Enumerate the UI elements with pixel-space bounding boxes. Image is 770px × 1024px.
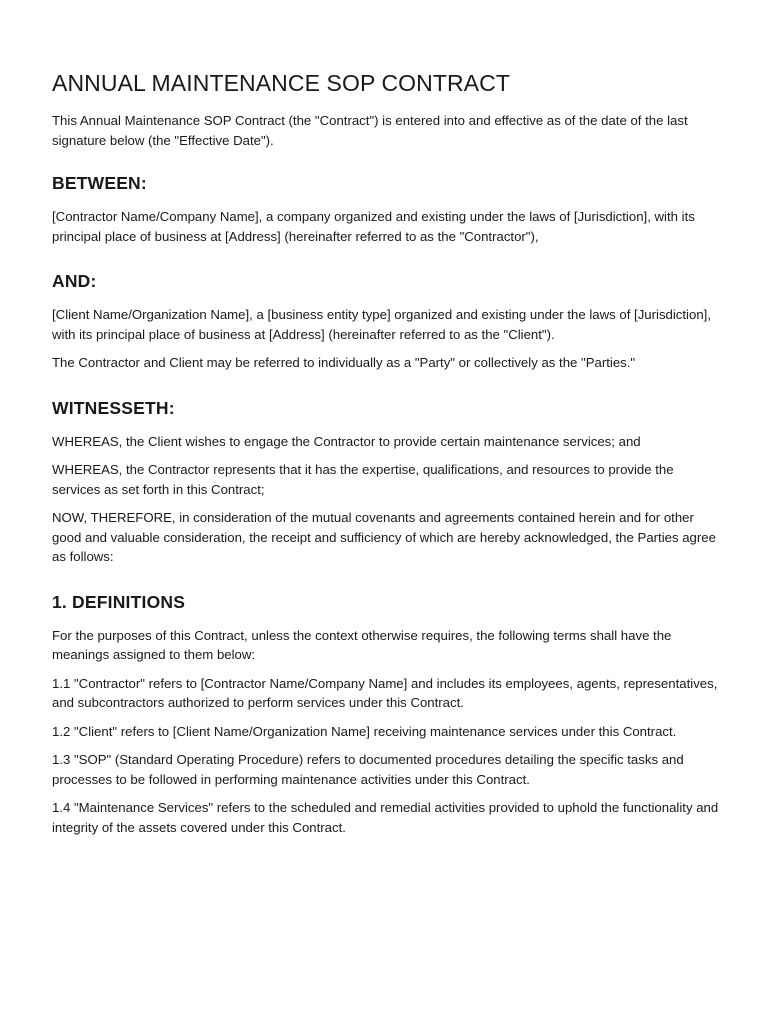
now-therefore-paragraph: NOW, THEREFORE, in consideration of the mutual covenants and agreements contained herein and for other good and valuable consideration, the receipt and sufficiency of which are hereby acknowledged, the Parties agree as follows: bbox=[52, 510, 716, 564]
definitions-intro: For the purposes of this Contract, unless the context otherwise requires, the following terms shall have the meanings assigned to them below: bbox=[52, 627, 672, 662]
definition-item: 1.2 "Client" refers to [Client Name/Organization Name] receiving maintenance services under this Contract. bbox=[52, 723, 677, 739]
document-page bbox=[52, 70, 720, 837]
and-paragraph: [Client Name/Organization Name], a [business entity type] organized and existing under the laws of [Jurisdiction], with its principal place of business at [Address] (hereinafter referred to as the "Client"). bbox=[52, 307, 711, 342]
between-paragraph: [Contractor Name/Company Name], a company organized and existing under the laws of [Jurisdiction], with its principal place of business at [Address] (hereinafter referred to as the "Contractor"), bbox=[52, 209, 695, 244]
definitions-heading: 1. DEFINITIONS bbox=[52, 591, 186, 612]
definition-item: 1.3 "SOP" (Standard Operating Procedure) refers to documented procedures detailing the specific tasks and processes to be followed in performing maintenance activities under this Contract. bbox=[52, 752, 684, 787]
parties-paragraph: The Contractor and Client may be referred to individually as a "Party" or collectively as the "Parties." bbox=[52, 355, 636, 370]
whereas-paragraph-1: WHEREAS, the Client wishes to engage the Contractor to provide certain maintenance services; and bbox=[52, 433, 641, 449]
and-heading: AND: bbox=[52, 271, 97, 291]
whereas-paragraph-2: WHEREAS, the Contractor represents that it has the expertise, qualifications, and resources to provide the services as set forth in this Contract; bbox=[52, 462, 674, 497]
between-heading: BETWEEN: bbox=[52, 173, 147, 193]
witnesseth-heading: WITNESSETH: bbox=[52, 397, 175, 418]
definition-item: 1.4 "Maintenance Services" refers to the scheduled and remedial activities provided to uphold the functionality and integrity of the assets covered under this Contract. bbox=[52, 800, 719, 835]
document-title: ANNUAL MAINTENANCE SOP CONTRACT bbox=[52, 70, 511, 96]
definition-item: 1.1 "Contractor" refers to [Contractor Name/Company Name] and includes its employees, agents, representatives, and subcontractors authorized to perform services under this Contract. bbox=[52, 675, 718, 710]
intro-paragraph: This Annual Maintenance SOP Contract (the "Contract") is entered into and effective as of the date of the last signature below (the "Effective Date"). bbox=[52, 113, 688, 148]
